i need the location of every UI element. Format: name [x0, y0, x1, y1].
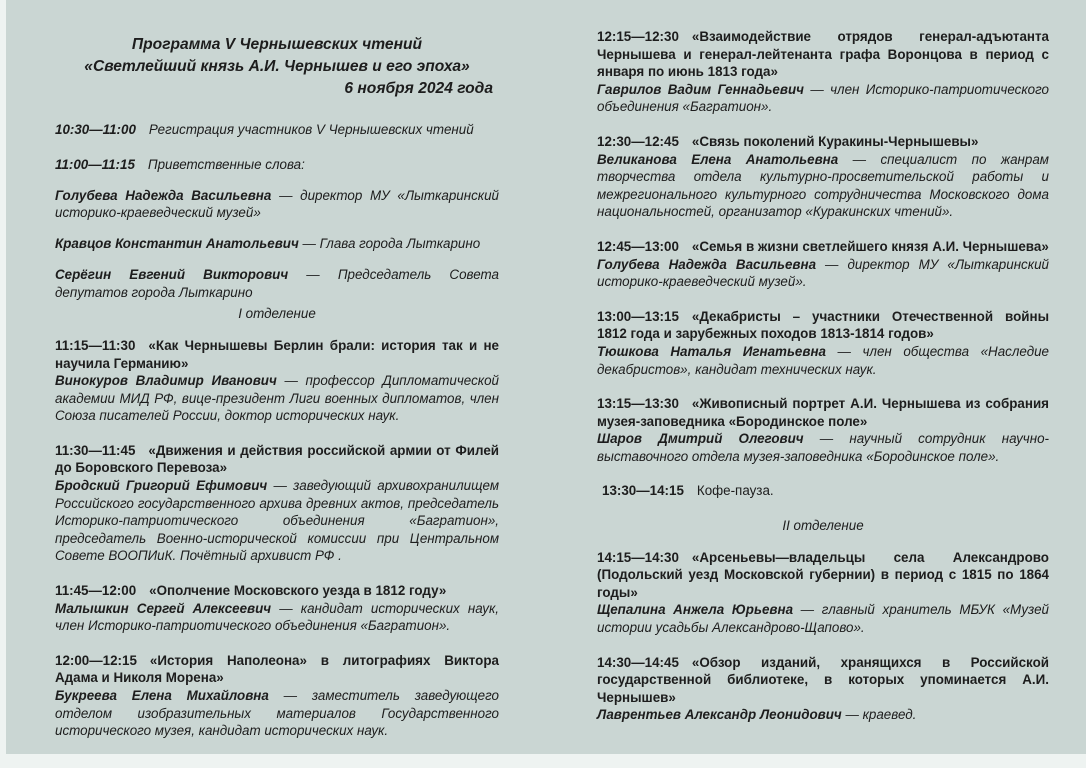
- talk-time: 11:45—12:00: [55, 583, 137, 599]
- talk-title-line: [55, 337, 499, 372]
- program-column-left: [55, 34, 499, 757]
- speaker-name: Гаврилов Вадим Геннадьевич: [597, 81, 804, 97]
- talk-speaker-line: Бродский Григорий Ефимович — заведующий архивохранилищем Российского государственного архива древних актов, председатель Историко-патриотического объединения «Багратион», председатель Военно-исторической комиссии при Центральном Совете ВООПИиК. Почётный архивист РФ .: [55, 478, 499, 564]
- speaker-name: Щепалина Анжела Юрьевна: [597, 602, 794, 618]
- talk-entry: [55, 337, 499, 425]
- talk-speaker-line: Малышкин Сергей Алексеевич — кандидат исторических наук, член Историко-патриотического объединения «Багратион».: [55, 600, 499, 634]
- talk-title-text: «Движения и действия российской армии от Филей до Боровского Перевоза»: [55, 442, 499, 476]
- talk-title-text: «Семья в жизни светлейшего князя А.И. Чернышева»: [691, 238, 1049, 254]
- program-date: 6 ноября 2024 года: [344, 80, 493, 97]
- talk-title-line: [597, 308, 1049, 343]
- talk-entry: [597, 654, 1049, 724]
- speaker-name: Букреева Елена Михайловна: [55, 688, 269, 704]
- speaker-name: Голубева Надежда Васильевна: [597, 256, 817, 272]
- talk-time: 12:30—12:45: [597, 133, 679, 149]
- talk-title-text: «Ополчение Московского уезда в 1812 году»: [149, 583, 447, 599]
- speaker-name: Шаров Дмитрий Олегович: [597, 431, 804, 447]
- speaker-role: специалист по жанрам творчества отдела культурно-просветительской работы и межрегионального культурного сотрудничества Московского дома национальностей, организатор «Куракинских чтений».: [597, 151, 1049, 220]
- talk-time: 13:00—13:15: [597, 308, 679, 324]
- talk-entry: [597, 28, 1049, 116]
- talk-time: 11:15—11:30: [55, 337, 136, 353]
- talk-title-text: «История Наполеона» в литографиях Виктора Адама и Николя Морена»: [55, 652, 499, 686]
- person-name: Голубева Надежда Васильевна: [55, 187, 272, 203]
- talk-speaker-line: Великанова Елена Анатольевна — специалист по жанрам творчества отдела культурно-просветительской работы и межрегионального культурного сотрудничества Московского дома национальностей, организатор «Куракинских чтений».: [597, 151, 1049, 220]
- speaker-name: Винокуров Владимир Иванович: [55, 373, 277, 389]
- speaker-role: краевед.: [862, 707, 917, 723]
- talk-title-line: [55, 442, 499, 477]
- schedule-entry: [55, 156, 499, 174]
- speaker-role: член Историко-патриотического объединения «Багратион».: [597, 81, 1049, 115]
- speaker-role: член общества «Наследие декабристов», кандидат технических наук.: [597, 343, 1049, 377]
- talk-title-text: «Взаимодействие отрядов генерал-адъютанта Чернышева и генерал-лейтенанта графа Воронцова в период с января по июнь 1813 года»: [597, 29, 1049, 80]
- program-entries-left: [55, 121, 499, 740]
- person-name: Кравцов Константин Анатольевич: [55, 236, 299, 252]
- talk-speaker-line: Винокуров Владимир Иванович — профессор Дипломатической академии МИД РФ, вице-президент Лиги военных дипломатов, член Союза писателей России, доктор исторических наук.: [55, 373, 500, 424]
- greeting-person: Серёгин Евгений Викторович — Председатель Совета депутатов города Лыткарино: [55, 267, 499, 300]
- talk-title-text: «Связь поколений Куракины-Чернышевы»: [691, 133, 979, 149]
- speaker-role: научный сотрудник научно-выставочного отдела музея-заповедника «Бородинское поле».: [597, 431, 1049, 464]
- entry-text: Приветственные слова:: [147, 156, 305, 172]
- person-role: Председатель Совета депутатов города Лыткарино: [55, 267, 499, 300]
- talk-title-line: [597, 395, 1049, 430]
- talk-title-text: «Как Чернышевы Берлин брали: история так и не научила Германию»: [55, 337, 499, 371]
- talk-title-line: [597, 28, 1049, 81]
- person-role: директор МУ «Лыткаринский историко-краеведческий музей»: [55, 187, 499, 221]
- talk-title-line: [597, 549, 1049, 602]
- talk-title-text: «Декабристы – участники Отечественной войны 1812 года и зарубежных походов 1813-1814 годов»: [597, 308, 1049, 342]
- speaker-name: Тюшкова Наталья Игнатьевна: [597, 343, 826, 359]
- greeting-person: Голубева Надежда Васильевна — директор МУ «Лыткаринский историко-краеведческий музей»: [55, 187, 499, 221]
- schedule-entry: [55, 121, 499, 139]
- talk-time: 12:00—12:15: [55, 652, 137, 668]
- schedule-entry: [597, 482, 1049, 500]
- talk-entry: [597, 308, 1049, 378]
- speaker-name: Бродский Григорий Ефимович: [55, 478, 268, 494]
- talk-title-line: [597, 133, 1049, 151]
- talk-entry: [55, 442, 499, 565]
- talk-entry: [597, 395, 1049, 465]
- talk-speaker-line: Букреева Елена Михайловна — заместитель заведующего отделом изобразительных материалов Государственного исторического музея, кандидат исторических наук.: [55, 688, 499, 739]
- speaker-role: заместитель заведующего отделом изобразительных материалов Государственного исторического музея, кандидат исторических наук.: [55, 688, 499, 739]
- talk-title-text: «Живописный портрет А.И. Чернышева из собрания музея-заповедника «Бородинское поле»: [597, 396, 1049, 429]
- speaker-role: профессор Дипломатической академии МИД РФ, вице-президент Лиги военных дипломатов, член Союза писателей России, доктор исторических наук.: [55, 373, 500, 424]
- entry-time: 13:30—14:15: [602, 483, 684, 499]
- speaker-role: кандидат исторических наук, член Историко-патриотического объединения «Багратион».: [55, 600, 499, 634]
- speaker-role: главный хранитель МБУК «Музей истории усадьбы Александрово-Щапово».: [597, 602, 1049, 636]
- program-entries-right: [597, 28, 1049, 724]
- document-header: [55, 34, 499, 100]
- talk-title-text: «Арсеньевы—владельцы села Александрово (Подольский уезд Московской губернии) в период с 1815 по 1864 годы»: [597, 549, 1049, 600]
- talk-title-text: «Обзор изданий, хранящихся в Российской государственной библиотеке, в которых упоминается А.И. Чернышев»: [597, 654, 1049, 705]
- speaker-role: заведующий архивохранилищем Российского государственного архива древних актов, председатель Историко-патриотического объединения «Багратион», председатель Военно-исторической комиссии при Центральном Совете ВООПИиК. Почётный архивист РФ .: [55, 478, 499, 564]
- talk-speaker-line: Голубева Надежда Васильевна — директор МУ «Лыткаринский историко-краеведческий музей».: [597, 256, 1049, 290]
- section-heading: I отделение: [238, 306, 316, 322]
- entry-time: 10:30—11:00: [55, 122, 136, 137]
- talk-title-line: [597, 238, 1049, 256]
- entry-time: 11:00—11:15: [55, 156, 135, 172]
- speaker-name: Лаврентьев Александр Леонидович: [597, 707, 842, 723]
- talk-time: 12:45—13:00: [597, 238, 679, 254]
- talk-speaker-line: Гаврилов Вадим Геннадьевич — член Историко-патриотического объединения «Багратион».: [597, 81, 1049, 115]
- talk-time: 12:15—12:30: [597, 29, 679, 44]
- greeting-person: Кравцов Константин Анатольевич — Глава города Лыткарино: [55, 236, 481, 252]
- talk-entry: [597, 549, 1049, 637]
- speaker-name: Малышкин Сергей Алексеевич: [55, 600, 272, 616]
- program-title-line2: «Светлейший князь А.И. Чернышев и его эпоха»: [84, 58, 470, 75]
- program-title-line1: Программа V Чернышевских чтений: [131, 36, 423, 53]
- talk-title-line: [55, 652, 499, 687]
- section-heading: II отделение: [782, 518, 864, 534]
- person-name: Серёгин Евгений Викторович: [55, 267, 289, 283]
- speaker-role: директор МУ «Лыткаринский историко-краеведческий музей».: [597, 256, 1049, 290]
- speaker-name: Великанова Елена Анатольевна: [597, 151, 839, 167]
- talk-time: 14:30—14:45: [597, 654, 679, 670]
- person-role: Глава города Лыткарино: [319, 236, 481, 252]
- talk-speaker-line: Лаврентьев Александр Леонидович — краевед.: [597, 707, 917, 723]
- talk-speaker-line: Щепалина Анжела Юрьевна — главный хранитель МБУК «Музей истории усадьбы Александрово-Щапово».: [597, 602, 1049, 636]
- talk-entry: [55, 652, 499, 740]
- talk-speaker-line: Тюшкова Наталья Игнатьевна — член общества «Наследие декабристов», кандидат технических наук.: [597, 343, 1049, 377]
- talk-time: 13:15—13:30: [597, 396, 679, 412]
- entry-text: Регистрация участников V Чернышевских чтений: [148, 122, 474, 137]
- talk-entry: [597, 238, 1049, 291]
- talk-entry: [55, 582, 499, 635]
- talk-time: 11:30—11:45: [55, 442, 136, 458]
- talk-title-line: [597, 654, 1049, 707]
- talk-title-line: [55, 582, 499, 600]
- program-page: [6, 0, 1086, 754]
- talk-speaker-line: Шаров Дмитрий Олегович — научный сотрудник научно-выставочного отдела музея-заповедника «Бородинское поле».: [597, 431, 1049, 464]
- talk-entry: [597, 133, 1049, 221]
- entry-text: Кофе-пауза.: [696, 483, 774, 499]
- talk-time: 14:15—14:30: [597, 549, 679, 565]
- program-column-right: [597, 28, 1049, 741]
